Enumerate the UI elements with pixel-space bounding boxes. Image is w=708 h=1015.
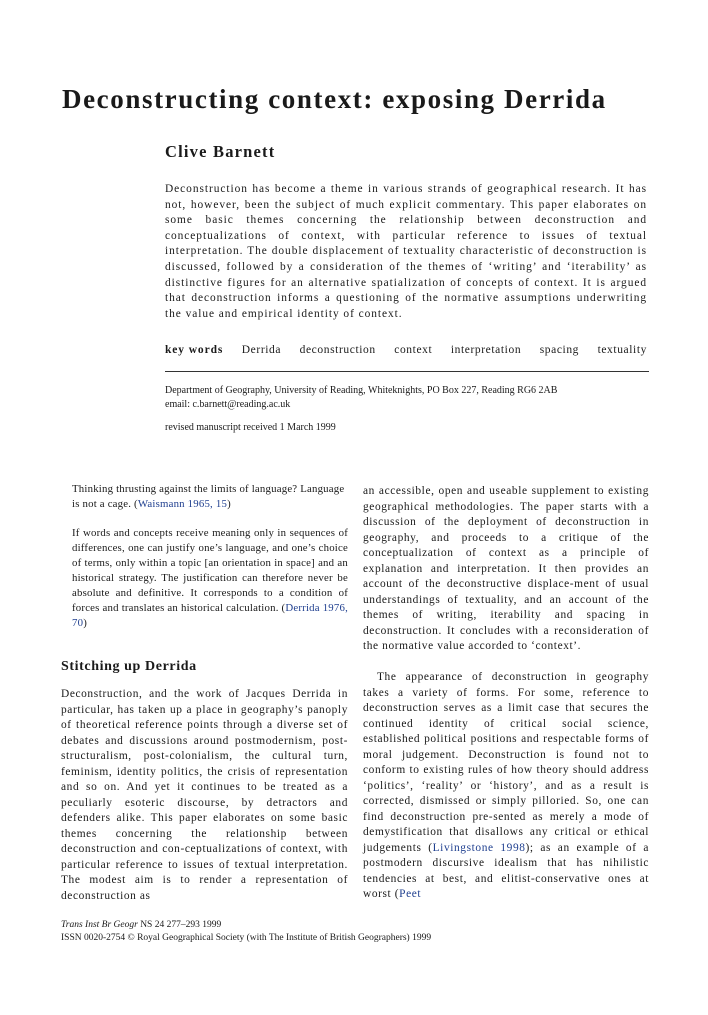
divider-rule <box>165 371 649 372</box>
epigraph-end: ) <box>227 498 231 510</box>
citation-link[interactable]: Waismann 1965, 15 <box>137 498 228 510</box>
affiliation-address: Department of Geography, University of Reading, Whiteknights, PO Box 227, Reading RG6 2AB <box>165 385 558 396</box>
keywords-line <box>165 344 647 356</box>
citation-link[interactable]: Peet <box>399 888 422 900</box>
body-paragraph-left: Deconstruction, and the work of Jacques Derrida in particular, has taken up a place in geography’s panoply of theoretical reference points through a diverse set of debates and discussions around postmodernism, post-structuralism, post-colonialism, the cultural turn, feminism, identity politics, the crisis of representation and so on. And yet it continues to be treated as a peculiarly esoteric discourse, by detractors and defenders alike. This paper elaborates on some basic themes concerning the relationship between deconstruction and con-ceptualizations of context, with particular reference to issues of textual interpretation. The modest aim is to render a representation of deconstruction as <box>61 688 348 902</box>
keywords-label: key words <box>165 344 224 356</box>
paragraph-text: ); as an example of a postmodern discursive idealism that has nihilistic tendencies at best, and elitist-conservative ones at worst ( <box>363 841 649 900</box>
affiliation-email: email: c.barnett@reading.ac.uk <box>165 399 291 410</box>
citation-link[interactable]: Derrida 1976, 70 <box>72 602 348 629</box>
keyword: interpretation <box>450 344 522 356</box>
epigraph-text: If words and concepts receive meaning only in sequences of differences, one can justify one’s language, and one’s choice of terms, only within a topic [an orientation in space] and an historical strategy. The justification can therefore never be absolute and definitive. It corresponds to a condition of forces and translates an historical calculation. ( <box>72 527 348 614</box>
keyword: context <box>394 344 433 356</box>
keyword: deconstruction <box>299 344 376 356</box>
author-name: Clive Barnett <box>165 142 276 161</box>
body-paragraph-right-1: an accessible, open and useable supplement to existing geographical methodologies. The paper starts with a discussion of the deployment of deconstruction in geography, and proceeds to a critique of the conceptualization of context as a principle of explanation and interpretation. It then provides an account of the deconstructive displace-ment of usual understandings of textuality, and an account of the themes of writing, iterability and spacing in deconstruction. It concludes with a reconsideration of the normative value accorded to ‘context’. <box>363 485 649 652</box>
journal-name: Trans Inst Br Geogr <box>61 920 138 930</box>
body-paragraph-right-2 <box>363 670 649 903</box>
issn-line: ISSN 0020-2754 © Royal Geographical Society (with The Institute of British Geographers) 1999 <box>61 933 432 943</box>
journal-line <box>61 919 431 932</box>
keyword: Derrida <box>241 344 282 356</box>
revised-date: revised manuscript received 1 March 1999 <box>165 422 336 433</box>
epigraph-text: Thinking thrusting against the limits of language? Language is not a cage. ( <box>72 483 345 510</box>
affiliation <box>165 384 655 412</box>
abstract: Deconstruction has become a theme in various strands of geographical research. It has not, however, been the subject of much explicit commentary. This paper elaborates on some basic themes concerning the relationship between deconstruction and conceptualizations of context, with particular reference to issues of textual interpretation. The double displacement of textuality characteristic of deconstruction is discussed, followed by a consideration of the themes of ‘writing’ and ‘iterability’ as distinctive figures for an alternative spatialization of concepts of context. It is argued that deconstruction informs a questioning of the normative assumptions underwriting the value and empirical identity of context. <box>165 183 647 320</box>
journal-volume: NS 24 277–293 1999 <box>137 920 222 930</box>
epigraph-waismann <box>72 482 348 512</box>
citation-link[interactable]: Livingstone 1998 <box>432 841 526 854</box>
epigraph-end: ) <box>83 617 87 629</box>
paper-title: Deconstructing context: exposing Derrida <box>62 84 607 114</box>
keyword: textuality <box>597 344 647 356</box>
keyword: spacing <box>539 344 580 356</box>
section-heading: Stitching up Derrida <box>61 659 197 674</box>
paragraph-text: The appearance of deconstruction in geography takes a variety of forms. For some, reference to deconstruction serves as a limit case that secures the continued identity of critical social science, established political positions and respectable forms of moral judgement. Deconstruction is found not to conform to existing rules of how theory should address ‘politics’, ‘reality’ or ‘history’, and as a result is corrected, dismissed or simply pilloried. So, one can find deconstruction pre-sented as merely a mode of demystification that disallows any critical or ethical judgements ( <box>363 671 649 854</box>
page-footer <box>61 919 431 945</box>
epigraph-derrida <box>72 526 348 631</box>
